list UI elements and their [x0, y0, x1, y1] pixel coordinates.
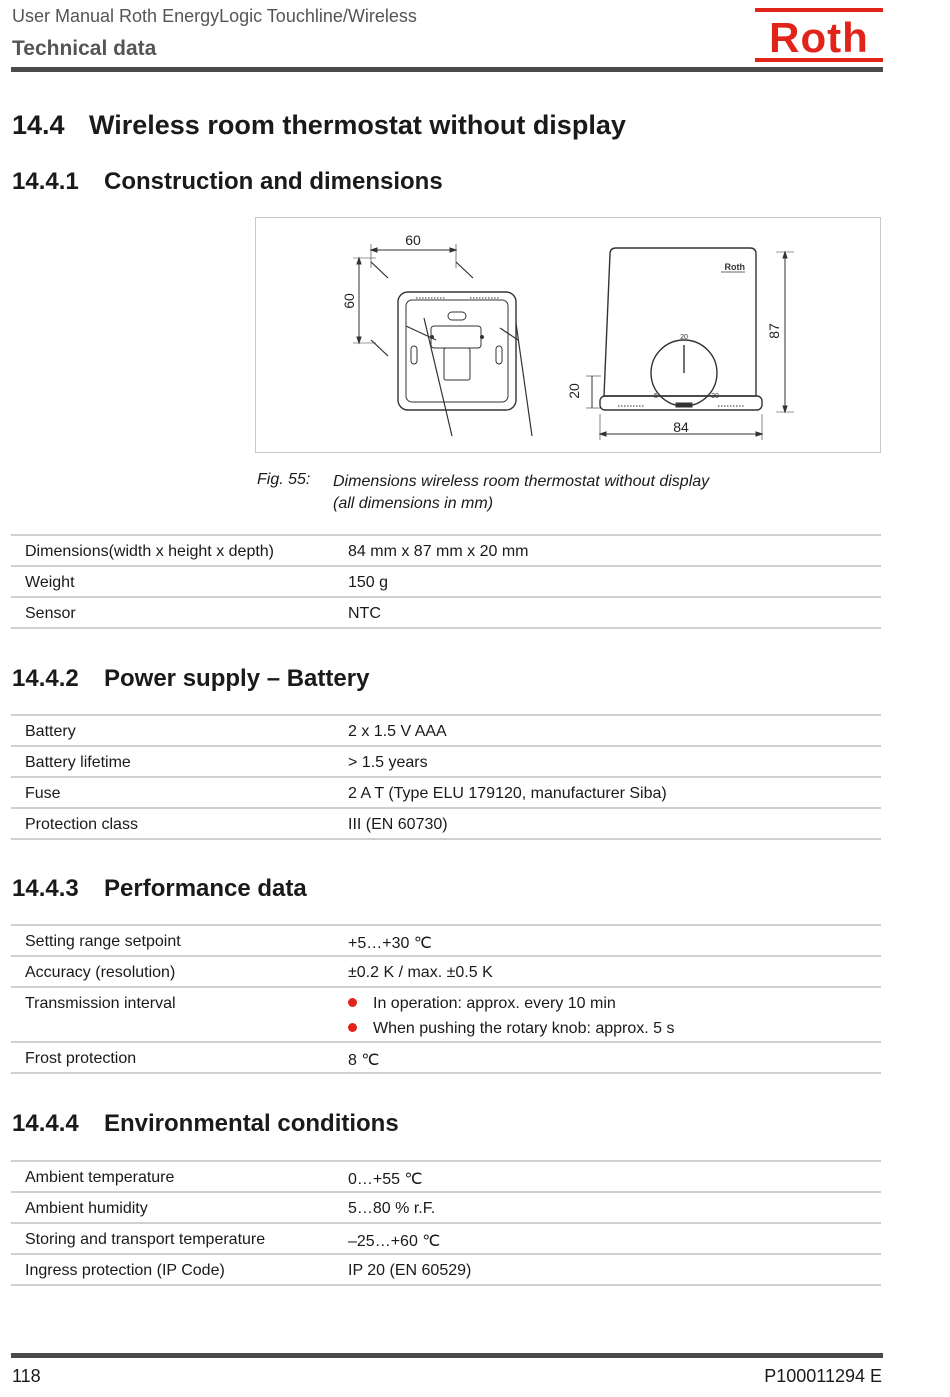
bullet-text: When pushing the rotary knob: approx. 5 s: [373, 1020, 675, 1037]
section-title-text: Environmental conditions: [104, 1110, 399, 1137]
document-id: P100011294 E: [764, 1366, 882, 1386]
bullet-item: [348, 995, 616, 1013]
table-row: [11, 957, 881, 988]
footer-rule: [11, 1353, 883, 1358]
table-row: [11, 567, 881, 598]
figure-caption-line-1: Dimensions wireless room thermostat without display: [333, 473, 710, 490]
row-value: IP 20 (EN 60529): [348, 1262, 472, 1279]
figure-caption-line-2: (all dimensions in mm): [333, 495, 494, 512]
header-rule: [11, 67, 883, 72]
section-heading-performance: [12, 875, 307, 903]
section-number: 14.4.2: [12, 665, 79, 692]
bullet-dot-icon: [348, 1023, 357, 1032]
dimension-figure: [255, 217, 881, 453]
row-value: +5…+30 ℃: [348, 935, 432, 952]
row-key: Ambient humidity: [25, 1200, 148, 1217]
dial-label-right: 30: [711, 393, 719, 400]
dial-label-left: 5: [654, 393, 658, 400]
table-row: [11, 809, 881, 840]
row-value: 5…80 % r.F.: [348, 1200, 436, 1217]
main-heading-number: 14.4: [12, 110, 65, 140]
table-row: [11, 598, 881, 629]
bullet-item: [348, 1020, 675, 1038]
performance-table: [11, 924, 881, 1074]
section-title-text: Power supply – Battery: [104, 665, 370, 692]
section-number: 14.4.1: [12, 168, 79, 195]
table-row: [11, 924, 881, 957]
table-row: [11, 988, 881, 1043]
table-row: [11, 1160, 881, 1193]
figure-caption: [333, 471, 709, 515]
row-value: ±0.2 K / max. ±0.5 K: [348, 964, 493, 981]
section-heading-power: [12, 665, 369, 693]
row-value: –25…+60 ℃: [348, 1233, 441, 1250]
dim-label-depth: 20: [566, 383, 582, 399]
manual-title: User Manual Roth EnergyLogic Touchline/Wireless: [12, 6, 417, 26]
table-row: [11, 778, 881, 809]
row-key: Fuse: [25, 785, 61, 802]
dim-label-base-width: 60: [405, 232, 421, 248]
table-row: [11, 1224, 881, 1255]
row-key: Sensor: [25, 605, 76, 622]
page-number: 118: [12, 1366, 41, 1386]
bullet-text: In operation: approx. every 10 min: [373, 995, 616, 1012]
row-key: Weight: [25, 574, 75, 591]
table-row: [11, 1255, 881, 1286]
table-row: [11, 747, 881, 778]
row-key: Frost protection: [25, 1050, 137, 1067]
table-row: [11, 534, 881, 567]
row-value: III (EN 60730): [348, 816, 448, 833]
table-row: [11, 714, 881, 747]
row-key: Dimensions(width x height x depth): [25, 543, 275, 560]
table-row: [11, 1043, 881, 1074]
environment-table: [11, 1160, 881, 1286]
row-key: Battery lifetime: [25, 754, 131, 771]
row-key: Storing and transport temperature: [25, 1231, 266, 1248]
row-value: 8 ℃: [348, 1052, 380, 1069]
roth-logo: [755, 6, 883, 64]
row-value: 84 mm x 87 mm x 20 mm: [348, 543, 529, 560]
section-heading-environment: [12, 1110, 399, 1138]
dim-label-front-width: 84: [673, 419, 689, 435]
row-key: Transmission interval: [25, 995, 176, 1012]
section-title-text: Construction and dimensions: [104, 168, 443, 195]
construction-table: [11, 534, 881, 629]
row-key: Setting range setpoint: [25, 933, 181, 950]
section-title: Technical data: [12, 37, 157, 60]
table-row: [11, 1193, 881, 1224]
row-value: 2 A T (Type ELU 179120, manufacturer Siba): [348, 785, 667, 802]
device-logo-label: Roth: [724, 262, 745, 272]
figure-caption-label: Fig. 55:: [257, 471, 311, 488]
section-number: 14.4.3: [12, 875, 79, 902]
section-number: 14.4.4: [12, 1110, 79, 1137]
section-title-text: Performance data: [104, 875, 307, 902]
main-heading: [12, 110, 626, 141]
main-heading-title: Wireless room thermostat without display: [89, 110, 626, 140]
dim-label-base-height: 60: [341, 293, 357, 309]
dim-label-front-height: 87: [766, 323, 782, 339]
row-value: 150 g: [348, 574, 389, 591]
row-key: Accuracy (resolution): [25, 964, 176, 981]
power-table: [11, 714, 881, 840]
row-value: > 1.5 years: [348, 754, 428, 771]
row-key: Protection class: [25, 816, 138, 833]
row-value: 2 x 1.5 V AAA: [348, 723, 447, 740]
row-key: Battery: [25, 723, 76, 740]
row-key: Ambient temperature: [25, 1169, 175, 1186]
row-value: NTC: [348, 605, 381, 622]
section-heading-construction: [12, 168, 443, 196]
dial-label-top: 20: [680, 334, 688, 341]
bullet-dot-icon: [348, 998, 357, 1007]
row-value: 0…+55 ℃: [348, 1171, 423, 1188]
row-key: Ingress protection (IP Code): [25, 1262, 225, 1279]
svg-text:Roth: Roth: [769, 14, 869, 61]
